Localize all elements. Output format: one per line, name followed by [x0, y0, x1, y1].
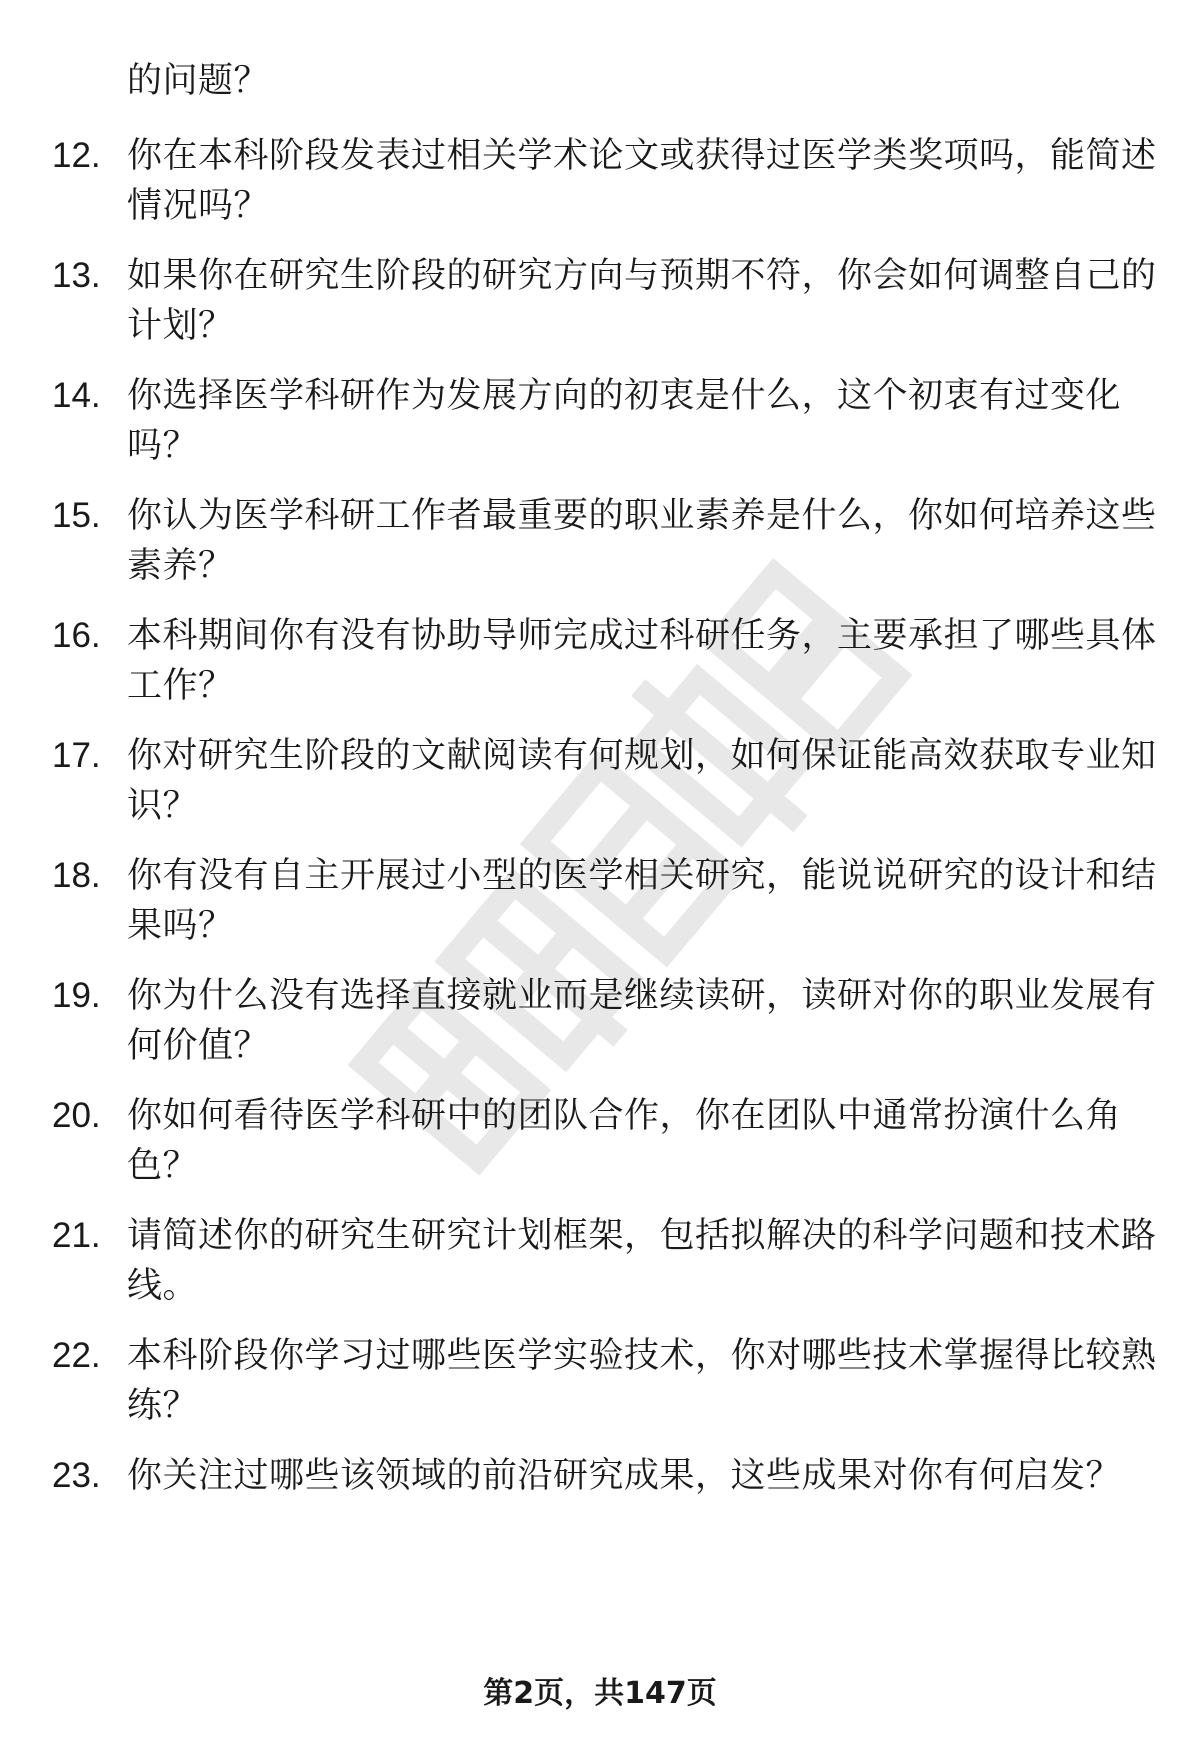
question-text: 你关注过哪些该领域的前沿研究成果，这些成果对你有何启发？: [127, 1456, 1122, 1496]
question-text: 你选择医学科研作为发展方向的初衷是什么，这个初衷有过变化吗？: [127, 376, 1122, 466]
question-number: 19.: [52, 976, 101, 1015]
continuation-text: 的问题？: [127, 61, 270, 101]
page-footer: 第2页，共147页: [483, 1676, 717, 1711]
question-text: 你如何看待医学科研中的团队合作，你在团队中通常扮演什么角色？: [127, 1096, 1122, 1186]
question-number: 16.: [52, 616, 101, 655]
question-text: 你认为医学科研工作者最重要的职业素养是什么，你如何培养这些素养？: [127, 496, 1157, 586]
question-number: 18.: [52, 856, 101, 895]
question-text: 请简述你的研究生研究计划框架，包括拟解决的科学问题和技术路线。: [127, 1216, 1157, 1306]
question-text: 你有没有自主开展过小型的医学相关研究，能说说研究的设计和结果吗？: [127, 856, 1157, 946]
question-text: 本科阶段你学习过哪些医学实验技术，你对哪些技术掌握得比较熟练？: [127, 1336, 1157, 1426]
question-text: 你为什么没有选择直接就业而是继续读研，读研对你的职业发展有何价值？: [127, 976, 1157, 1066]
question-number: 14.: [52, 376, 101, 415]
question-text: 你对研究生阶段的文献阅读有何规划，如何保证能高效获取专业知识？: [127, 736, 1157, 826]
question-text: 本科期间你有没有协助导师完成过科研任务，主要承担了哪些具体工作？: [127, 616, 1157, 706]
question-number: 20.: [52, 1096, 101, 1135]
question-number: 23.: [52, 1456, 101, 1495]
question-text: 如果你在研究生阶段的研究方向与预期不符，你会如何调整自己的计划？: [127, 256, 1157, 346]
question-number: 21.: [52, 1216, 101, 1255]
question-number: 15.: [52, 496, 101, 535]
question-number: 22.: [52, 1336, 101, 1375]
question-number: 17.: [52, 736, 101, 775]
question-number: 12.: [52, 136, 101, 175]
question-text: 你在本科阶段发表过相关学术论文或获得过医学类奖项吗，能简述情况吗？: [127, 136, 1157, 226]
question-number: 13.: [52, 256, 101, 295]
